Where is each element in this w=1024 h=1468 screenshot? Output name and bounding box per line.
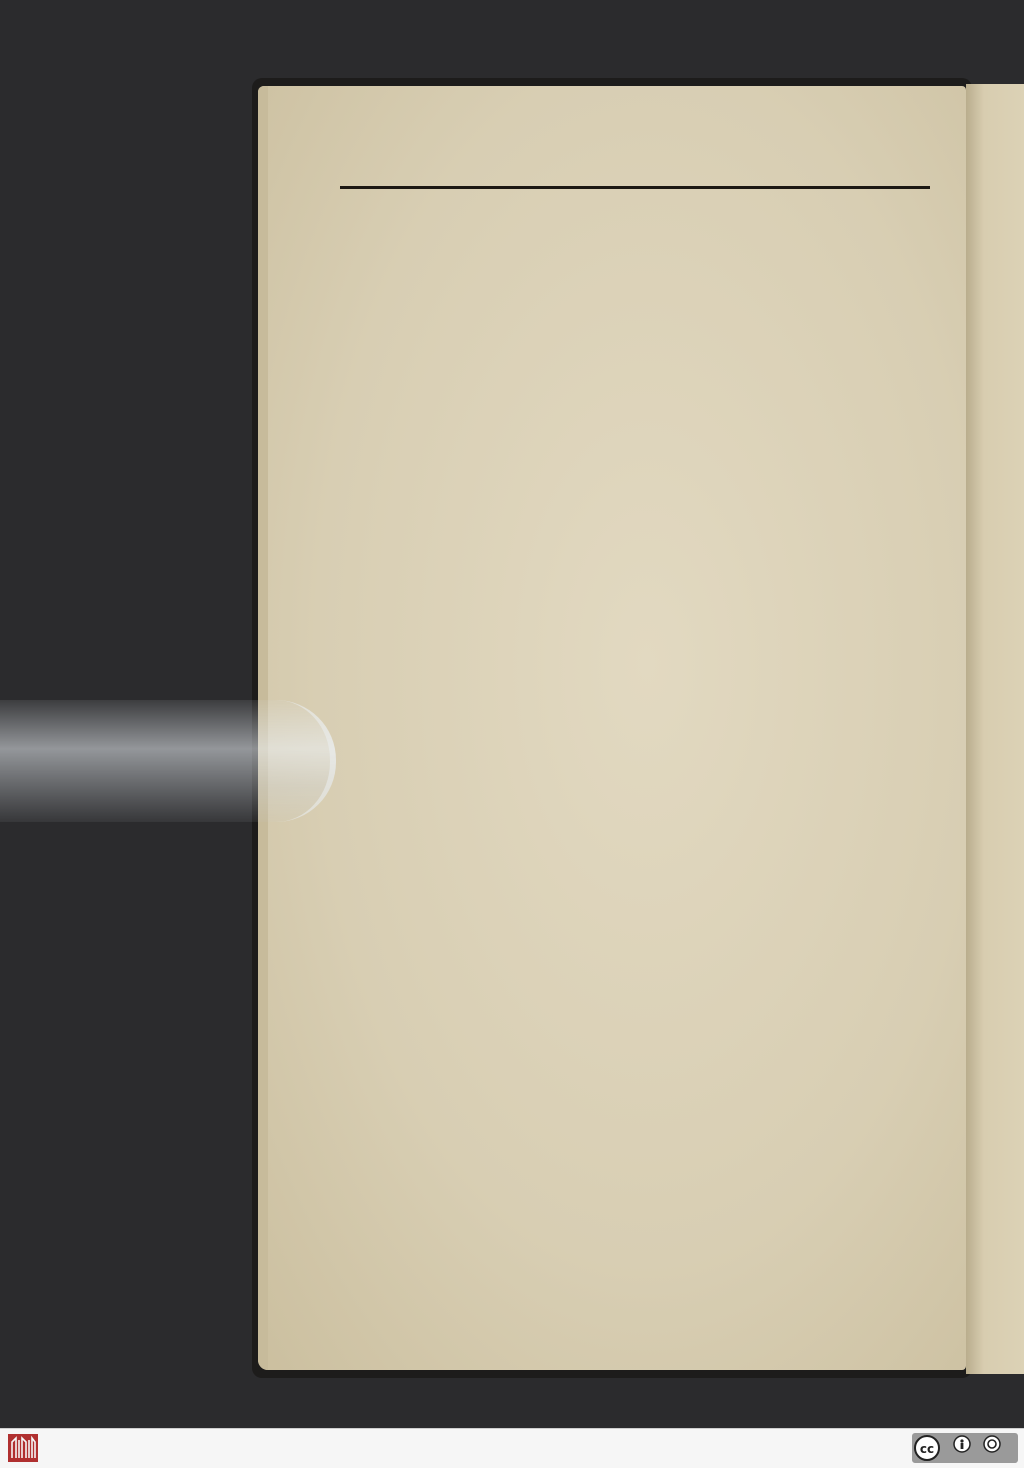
library-logo-icon [6, 1432, 40, 1464]
cc-license-icon [912, 1433, 1018, 1463]
facing-page [966, 84, 1024, 1374]
svg-text:cc: cc [919, 1442, 935, 1456]
page-header [348, 128, 928, 188]
viewer-footer [0, 1428, 1024, 1468]
header-rule [340, 186, 930, 189]
sa-icon [984, 1436, 1000, 1452]
plastic-strap [0, 700, 336, 822]
book-page [258, 86, 966, 1370]
